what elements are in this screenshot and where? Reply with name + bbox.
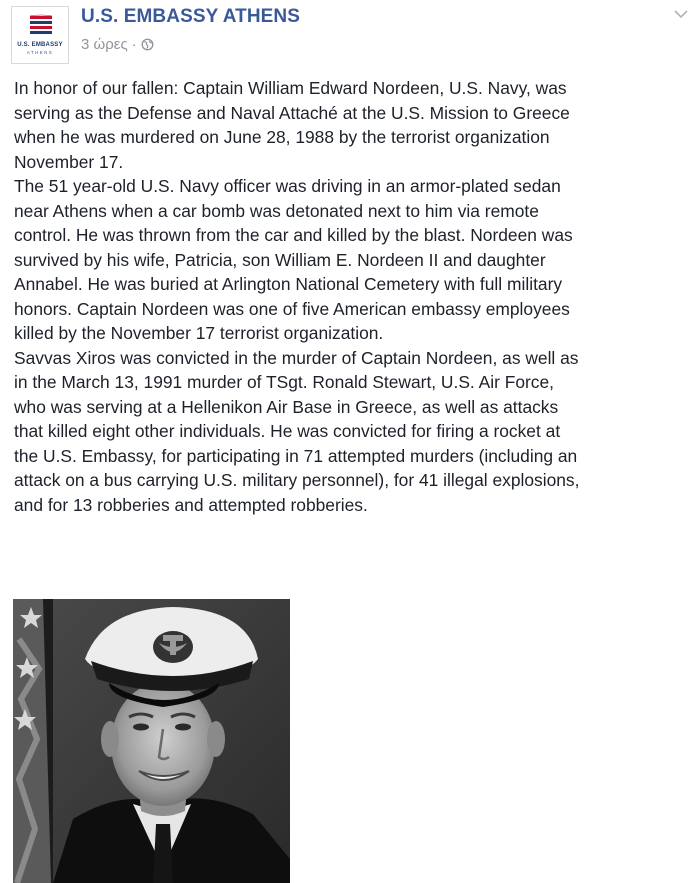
post-text-line: attack on a bus carrying U.S. military personnel), for 41 illegal explosions,	[14, 470, 580, 490]
post-text-line: serving as the Defense and Naval Attaché at the U.S. Mission to Greece	[14, 102, 570, 123]
post-text-line: that killed eight other individuals. He was convicted for firing a rocket at	[14, 421, 561, 441]
post-text-line: honors. Captain Nordeen was one of five American embassy employees	[14, 298, 570, 319]
post-text-line: survived by his wife, Patricia, son William E. Nordeen II and daughter	[14, 249, 546, 270]
post-text-line: near Athens when a car bomb was detonated next to him via remote	[14, 200, 539, 221]
logo-line1: U.S. EMBASSY	[17, 42, 63, 48]
post-text-line: killed by the November 17 terrorist organization.	[14, 323, 384, 343]
post-text-line: in the March 13, 1991 murder of TSgt. Ronald Stewart, U.S. Air Force,	[14, 372, 555, 392]
meta-separator: ·	[131, 36, 137, 53]
post-text-line: the U.S. Embassy, for participating in 71 attempted murders (including an	[14, 445, 578, 466]
post-text-line: Annabel. He was buried at Arlington National Cemetery with full military	[14, 274, 563, 294]
page-avatar[interactable]	[11, 6, 69, 64]
post-text-line: In honor of our fallen: Captain William Edward Nordeen, U.S. Navy, was	[14, 78, 567, 98]
chevron-down-icon[interactable]	[674, 10, 688, 19]
logo-line2: ATHENS	[26, 50, 54, 55]
post-text-line: who was serving at a Hellenikon Air Base in Greece, as well as attacks	[14, 396, 559, 417]
post-text-line: and for 13 robberies and attempted robberies.	[14, 494, 368, 515]
post-timestamp[interactable]: 3 ώρες	[81, 36, 128, 53]
post-text-line: control. He was thrown from the car and killed by the blast. Nordeen was	[14, 225, 573, 245]
globe-icon[interactable]	[141, 38, 154, 51]
post-text-line: The 51 year-old U.S. Navy officer was driving in an armor-plated sedan	[14, 176, 561, 196]
embassy-flag-logo-icon	[29, 14, 53, 38]
officer-portrait-image	[13, 599, 290, 883]
post-text-line: when he was murdered on June 28, 1988 by the terrorist organization	[14, 127, 550, 147]
post-photo[interactable]	[13, 599, 290, 883]
post-meta	[81, 36, 154, 53]
page-name-link[interactable]: U.S. EMBASSY ATHENS	[81, 6, 301, 27]
post-text-line: Savvas Xiros was convicted in the murder of Captain Nordeen, as well as	[14, 347, 579, 368]
post-body-text	[14, 76, 694, 517]
post-text-line: November 17.	[14, 151, 124, 172]
